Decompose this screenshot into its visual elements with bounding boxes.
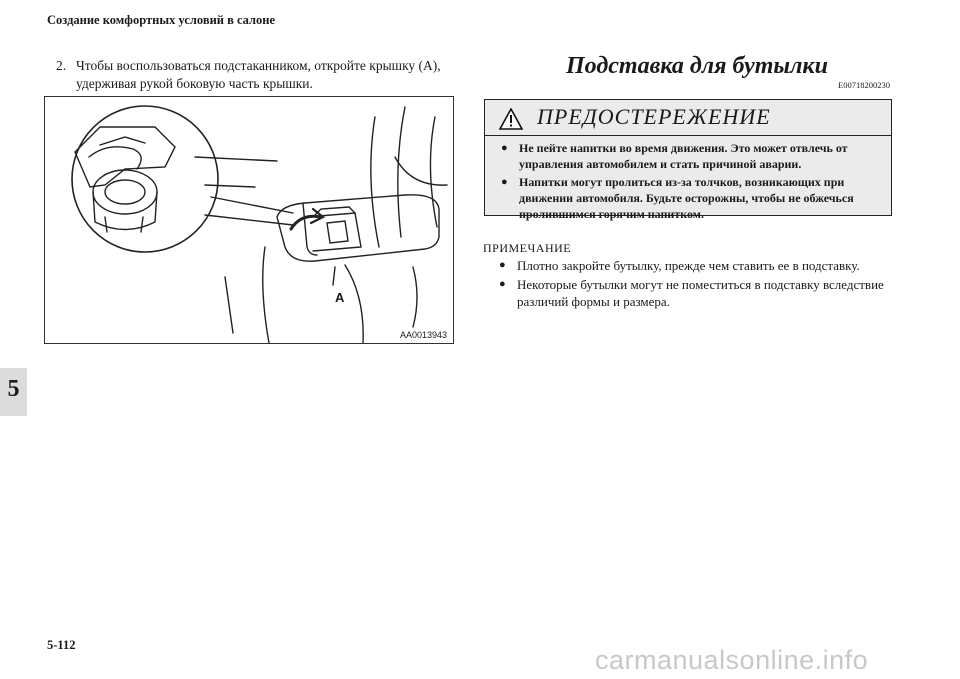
- warning-triangle-icon: [499, 108, 523, 130]
- watermark: carmanualsonline.info: [595, 645, 869, 675]
- bullet-icon: ●: [501, 142, 508, 154]
- note-item: [497, 276, 897, 310]
- bullet-icon: ●: [501, 176, 508, 188]
- warning-header: [485, 100, 891, 136]
- section-title: Подставка для бутылки: [566, 53, 828, 79]
- bullet-icon: ●: [499, 259, 506, 271]
- warning-item-text: Не пейте напитки во время движения. Это может отвлечь от управления автомобилем и стать причиной аварии.: [519, 141, 848, 171]
- section-code: E00718200230: [838, 80, 890, 90]
- step-text: Чтобы воспользоваться подстаканником, откройте крышку (A), удерживая рукой боковую часть крышки.: [76, 58, 441, 91]
- instruction-step: [56, 57, 456, 93]
- note-heading: ПРИМЕЧАНИЕ: [483, 241, 572, 255]
- running-header: Создание комфортных условий в салоне: [47, 13, 276, 27]
- warning-item: [499, 140, 881, 172]
- page-number: 5-112: [47, 638, 76, 652]
- bullet-icon: ●: [499, 278, 506, 290]
- note-item-text: Некоторые бутылки могут не поместиться в подставку вследствие различий формы и размера.: [517, 277, 884, 309]
- warning-list: [499, 140, 881, 224]
- chapter-number: 5: [7, 376, 20, 402]
- armrest-drawing: [45, 97, 453, 343]
- figure-code: AA0013943: [399, 330, 447, 340]
- note-item-text: Плотно закройте бутылку, прежде чем ставить ее в подставку.: [517, 258, 860, 273]
- warning-box: [484, 99, 892, 221]
- cupholder-illustration: [44, 96, 454, 344]
- note-item: [497, 257, 897, 274]
- chapter-tab: [0, 368, 27, 416]
- warning-title: ПРЕДОСТЕРЕЖЕНИЕ: [537, 104, 771, 129]
- note-list: [497, 257, 897, 312]
- step-number: 2.: [56, 58, 67, 73]
- figure-callout-a: A: [335, 290, 345, 305]
- warning-item: [499, 174, 881, 222]
- warning-item-text: Напитки могут пролиться из-за толчков, возникающих при движении автомобиля. Будьте осторожны, чтобы не обжечься пролившимся горячим напитком.: [519, 175, 854, 221]
